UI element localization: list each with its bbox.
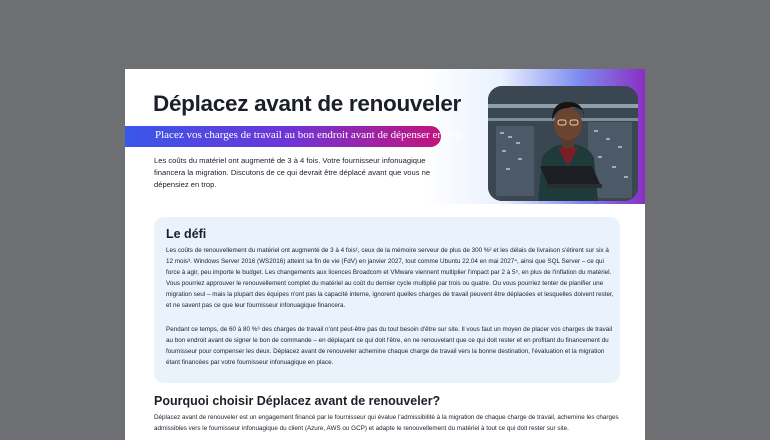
subtitle-banner <box>125 126 464 147</box>
person-with-laptop-illustration <box>488 86 638 201</box>
why-heading: Pourquoi choisir Déplacez avant de renouveler? <box>154 394 441 408</box>
challenge-paragraph-1: Les coûts de renouvellement du matériel ont augmenté de 3 à 4 fois¹, ceux de la mémoire serveur de plus de 300 %² et les délais de livraison s'étirent sur six à 12 mois³. Windows Server 2016 (WS2016) atteint sa fin de vie (FdV) en janvier 2027, tout comme Ubuntu 22.04 en mai 2027⁴, ainsi que SQL Server – ce qui force à agir, peu importe le budget. Les changements aux licences Broadcom et VMware viennent multiplier l'impact par 2 à 5⁵, en plus de l'inflation du matériel. Vous pourriez approuver le renouvellement complet du matériel au coût du dernier cycle multiplié par trois ou quatre. Ou vous pourriez tenter de planifier une migration seul – mais la plupart des équipes n'ont pas la capacité interne, ignorent quelles charges de travail peuvent être déplacées et lesquelles doivent rester, et ne savent pas ce que leur fournisseur infonuagique financera. <box>166 247 614 310</box>
page-title: Déplacez avant de renouveler <box>153 91 461 116</box>
document-page <box>125 69 645 440</box>
challenge-box <box>154 217 620 383</box>
challenge-paragraph-2: Pendant ce temps, de 60 à 80 %⁶ des charges de travail n'ont peut-être pas du tout besoin d'être sur site. Il vous faut un moyen de placer vos charges de travail au bon endroit avant de signer le bon de commande – en déplaçant ce qui doit l'être, en ne renouvelant que ce qui doit rester et en profitant du financement du fournisseur pour compenser les deux. Déplacez avant de renouveler achemine chaque charge de travail vers la bonne destination, l'évaluation et la migration étant financées par votre fournisseur infonuagique en place. <box>166 326 613 367</box>
challenge-heading: Le défi <box>166 227 207 241</box>
intro-paragraph: Les coûts du matériel ont augmenté de 3 à 4 fois. Votre fournisseur infonuagique financera la migration. Discutons de ce qui devrait être déplacé avant que vous ne dépensiez en trop. <box>154 156 431 189</box>
why-paragraph: Déplacez avant de renouveler est un engagement financé par le fournisseur qui évalue l'admissibilité à la migration de chaque charge de travail, achemine les charges admissibles vers le fournisseur infonuagique du client (Azure, AWS ou GCP) et adapte le renouvellement du matériel à tout ce qui doit rester sur site. <box>154 414 619 433</box>
hero-photo <box>488 86 638 201</box>
subtitle-text: Placez vos charges de travail au bon endroit avant de dépenser en trop <box>155 129 464 141</box>
